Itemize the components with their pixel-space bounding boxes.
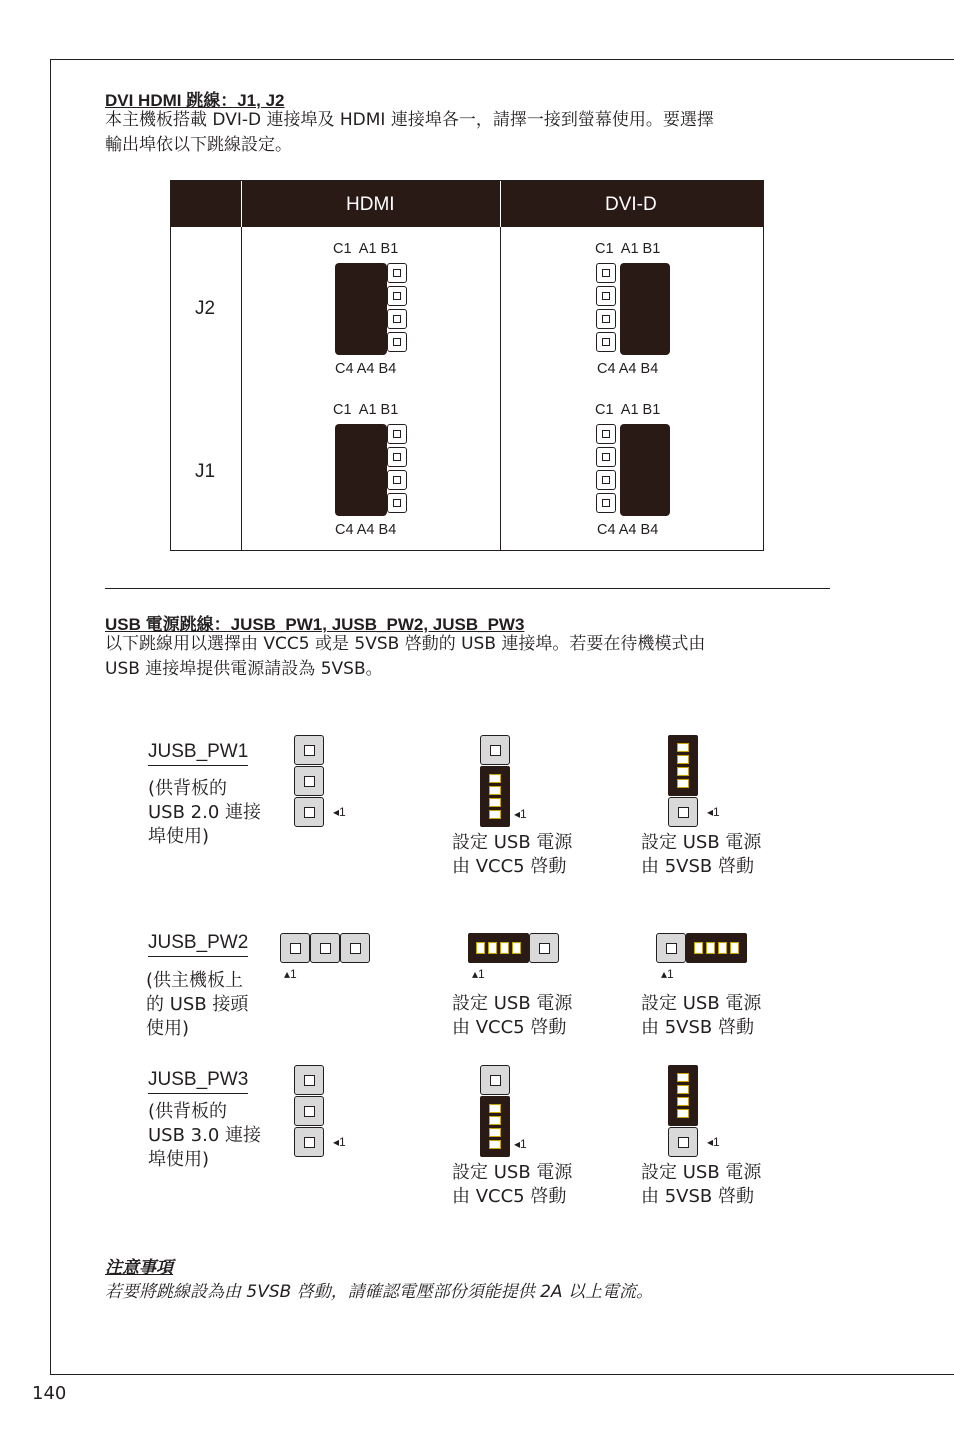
jusb-pw3-desc-1: (供背板的: [148, 1101, 228, 1122]
pw1-5vsb-caption-1: 設定 USB 電源: [641, 832, 762, 853]
arrow-left-icon: ◂: [514, 807, 521, 821]
pw3-5vsb-caption-2: 由 5VSB 啓動: [641, 1186, 754, 1207]
pin1-marker: [514, 807, 527, 821]
cap-hole: [677, 755, 689, 764]
pw1-vcc5-caption-1: 設定 USB 電源: [452, 832, 573, 853]
header-divider: [500, 181, 501, 227]
pin1-marker: [707, 1135, 720, 1149]
jumper-cap: [686, 933, 747, 963]
jumper-cap: [480, 1096, 510, 1157]
jumper-cap: [468, 933, 529, 963]
jusb-pw3-desc-3: 埠使用): [148, 1149, 210, 1170]
pw3-vcc5-caption-1: 設定 USB 電源: [452, 1162, 573, 1183]
arrow-up-icon: ▴: [284, 967, 291, 981]
pin: [596, 286, 616, 306]
arrow-left-icon: ◂: [707, 1135, 714, 1149]
jusb-pw1-label: JUSB_PW1: [148, 741, 248, 766]
usb-section-title: USB 電源跳線：JUSB_PW1, JUSB_PW2, JUSB_PW3: [105, 615, 525, 634]
pin: [596, 493, 616, 513]
cap-hole: [677, 1085, 689, 1094]
jusb-pw3-label: JUSB_PW3: [148, 1069, 248, 1094]
pw1-5vsb-caption-2: 由 5VSB 啓動: [641, 856, 754, 877]
page-frame-bottom-rule: [50, 1374, 954, 1375]
pin-label-bottom: C4 A4 B4: [597, 361, 659, 377]
pin: [294, 735, 324, 765]
pin1-text: 1: [713, 1135, 720, 1149]
arrow-up-icon: ▴: [472, 967, 479, 981]
cap-hole: [694, 942, 703, 954]
pin1-text: 1: [667, 967, 674, 981]
pin1-marker: [333, 1135, 346, 1149]
pin: [294, 1065, 324, 1095]
dvi-section-line2: 輸出埠依以下跳線設定。: [105, 135, 292, 155]
pin: [294, 797, 324, 827]
note-text: 若要將跳線設為由 5VSB 啓動，請確認電壓部份須能提供 2A 以上電流。: [105, 1282, 653, 1302]
pin1-marker: [707, 805, 720, 819]
pin: [668, 797, 698, 827]
pin: [387, 447, 407, 467]
pin1-text: 1: [713, 805, 720, 819]
pin-label-top: C1 A1 B1: [595, 402, 661, 418]
pin: [294, 1127, 324, 1157]
pw3-vcc5-caption-2: 由 VCC5 啓動: [452, 1186, 567, 1207]
pin-label-bottom: C4 A4 B4: [597, 522, 659, 538]
pin-label-top: C1 A1 B1: [333, 402, 399, 418]
pin1-text: 1: [520, 1137, 527, 1151]
cap-hole: [677, 779, 689, 788]
pin-label-top: C1 A1 B1: [595, 241, 661, 257]
pin1-marker: [661, 967, 674, 981]
jusb-pw2-desc-2: 的 USB 接頭: [146, 994, 249, 1015]
header-divider: [241, 181, 242, 227]
table-header: [171, 181, 763, 227]
pin: [387, 309, 407, 329]
pin: [668, 1127, 698, 1157]
pin1-marker: [333, 805, 346, 819]
jumper-cap: [668, 1065, 698, 1126]
note-title: 注意事項: [105, 1258, 173, 1278]
cap-hole: [489, 1104, 501, 1113]
usb-section-line2: USB 連接埠提供電源請設為 5VSB。: [105, 659, 383, 679]
cap-hole: [489, 810, 501, 819]
pin1-text: 1: [339, 805, 346, 819]
column-divider: [500, 227, 501, 550]
pin: [387, 470, 407, 490]
pin: [294, 766, 324, 796]
pin1-marker: [472, 967, 485, 981]
jumper-cap: [335, 263, 387, 355]
cap-hole: [488, 942, 497, 954]
cap-hole: [489, 786, 501, 795]
jusb-pw1-desc-3: 埠使用): [148, 826, 210, 847]
pw2-5vsb-caption-1: 設定 USB 電源: [641, 993, 762, 1014]
jusb-pw2-desc-1: (供主機板上: [146, 970, 244, 991]
pin: [387, 286, 407, 306]
cap-hole: [489, 798, 501, 807]
pin: [596, 263, 616, 283]
pin: [529, 933, 559, 963]
cap-hole: [706, 942, 715, 954]
cap-hole: [677, 1109, 689, 1118]
pin-label-bottom: C4 A4 B4: [335, 522, 397, 538]
jusb-pw1-desc-2: USB 2.0 連接: [148, 802, 262, 823]
pin: [596, 470, 616, 490]
jumper-cap: [480, 766, 510, 827]
pw2-vcc5-caption-2: 由 VCC5 啓動: [452, 1017, 567, 1038]
cap-hole: [489, 1140, 501, 1149]
cap-hole: [476, 942, 485, 954]
column-header-hdmi: HDMI: [346, 194, 395, 215]
dvi-section-title: DVI HDMI 跳線：J1, J2: [105, 91, 285, 110]
pin1-marker: [284, 967, 297, 981]
pin: [596, 424, 616, 444]
jumper-cap: [335, 424, 387, 516]
jusb-pw2-desc-3: 使用): [146, 1018, 190, 1039]
cap-hole: [489, 1128, 501, 1137]
page-frame-top-rule: [50, 59, 954, 60]
page-number: 140: [32, 1383, 67, 1404]
arrow-left-icon: ◂: [707, 805, 714, 819]
column-header-dvi: DVI-D: [605, 194, 657, 215]
pin: [294, 1096, 324, 1126]
jumper-cap: [668, 735, 698, 796]
jumper-cap: [620, 263, 670, 355]
arrow-left-icon: ◂: [514, 1137, 521, 1151]
arrow-up-icon: ▴: [661, 967, 668, 981]
pin: [596, 332, 616, 352]
usb-section-line1: 以下跳線用以選擇由 VCC5 或是 5VSB 啓動的 USB 連接埠。若要在待機模式由: [105, 634, 706, 654]
pin: [480, 735, 510, 765]
jusb-pw3-desc-2: USB 3.0 連接: [148, 1125, 262, 1146]
pin: [596, 309, 616, 329]
pw1-vcc5-caption-2: 由 VCC5 啓動: [452, 856, 567, 877]
pw3-5vsb-caption-1: 設定 USB 電源: [641, 1162, 762, 1183]
pin: [480, 1065, 510, 1095]
section-divider: [105, 588, 830, 589]
pin1-text: 1: [520, 807, 527, 821]
pin: [387, 263, 407, 283]
cap-hole: [718, 942, 727, 954]
pin: [387, 424, 407, 444]
cap-hole: [489, 1116, 501, 1125]
column-divider: [241, 227, 242, 550]
cap-hole: [677, 1073, 689, 1082]
pin: [280, 933, 310, 963]
jumper-cap: [620, 424, 670, 516]
pin-label-top: C1 A1 B1: [333, 241, 399, 257]
jusb-pw1-desc-1: (供背板的: [148, 778, 228, 799]
pin1-marker: [514, 1137, 527, 1151]
arrow-left-icon: ◂: [333, 805, 340, 819]
cap-hole: [677, 1097, 689, 1106]
pw2-vcc5-caption-1: 設定 USB 電源: [452, 993, 573, 1014]
pin: [310, 933, 340, 963]
pin: [387, 332, 407, 352]
cap-hole: [500, 942, 509, 954]
pin1-text: 1: [290, 967, 297, 981]
jusb-pw2-label: JUSB_PW2: [148, 932, 248, 957]
pin: [656, 933, 686, 963]
dvi-section-line1: 本主機板搭載 DVI-D 連接埠及 HDMI 連接埠各一，請擇一接到螢幕使用。要選擇: [105, 110, 714, 130]
cap-hole: [512, 942, 521, 954]
pw2-5vsb-caption-2: 由 5VSB 啓動: [641, 1017, 754, 1038]
pin-label-bottom: C4 A4 B4: [335, 361, 397, 377]
pin: [340, 933, 370, 963]
pin1-text: 1: [339, 1135, 346, 1149]
cap-hole: [730, 942, 739, 954]
cap-hole: [677, 767, 689, 776]
pin: [596, 447, 616, 467]
pin: [387, 493, 407, 513]
jumper-table: [170, 180, 764, 551]
row-label-j1: J1: [195, 461, 216, 482]
pin1-text: 1: [478, 967, 485, 981]
page-frame-left-rule: [50, 59, 51, 1375]
row-label-j2: J2: [195, 298, 216, 319]
cap-hole: [677, 743, 689, 752]
cap-hole: [489, 774, 501, 783]
arrow-left-icon: ◂: [333, 1135, 340, 1149]
